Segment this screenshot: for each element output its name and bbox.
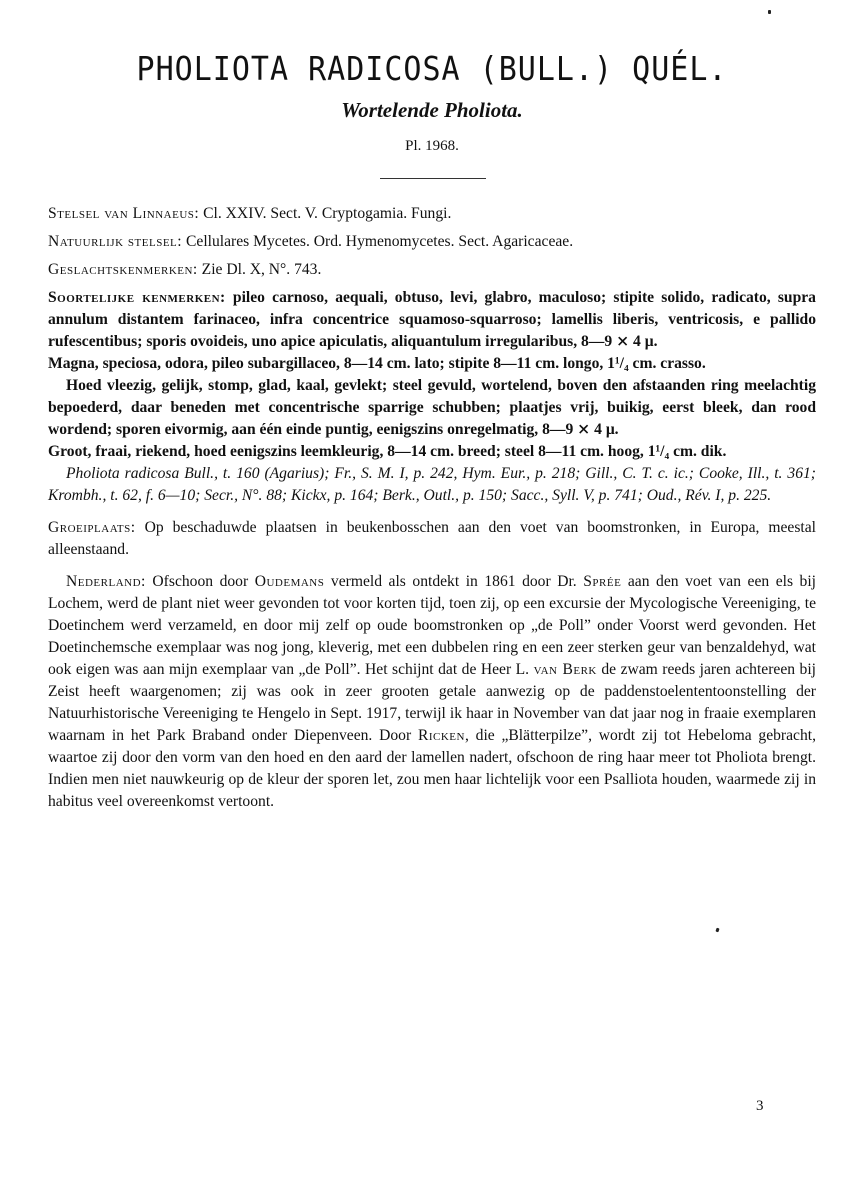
species-dutch-size: Groot, fraai, riekend, hoed eenigszins leemkleurig, 8—14 cm. breed; steel 8—11 cm. hoog, 1¹/₄ cm. dik. bbox=[48, 443, 727, 460]
netherlands-paragraph bbox=[48, 571, 816, 813]
linnaeus-line bbox=[48, 203, 816, 225]
title-divider bbox=[380, 178, 486, 179]
plate-number: Pl. 1968. bbox=[405, 138, 459, 154]
species-dutch-description: Hoed vleezig, gelijk, stomp, glad, kaal, gevlekt; steel gevuld, wortelend, boven den afstaanden ring meelachtig bepoederd, daar beneden met concentrische sparrige schubben; plaatjes vrij, buikig, eerst bleek, dan rood wordend; sporen eivormig, aan één einde puntig, eenigszins onregelmatig, 8—9 ⨯ 4 μ. bbox=[48, 377, 816, 438]
species-latin-description: pileo carnoso, aequali, obtuso, levi, glabro, maculoso; stipite solido, radicato, supra annulum distantem farinaceo, infra concentrice squamoso-squarroso; lamellis liberis, ventricosis, e pallido rufescentibus; sporis ovoideis, uno apice apiculatis, aliquantulum irregularibus, 8—9 ⨯ 4 μ. bbox=[48, 289, 816, 350]
genus-value: Zie Dl. X, N°. 743. bbox=[201, 261, 322, 278]
page-title: PHOLIOTA RADICOSA (BULL.) QUÉL. bbox=[136, 50, 728, 89]
netherlands-label: Nederland: bbox=[66, 573, 146, 590]
natural-system-label: Natuurlijk stelsel: bbox=[48, 233, 183, 250]
natural-system-value: Cellulares Mycetes. Ord. Hymenomycetes. Sect. Agaricaceae. bbox=[186, 233, 574, 250]
genus-label: Geslachtskenmerken: bbox=[48, 261, 198, 278]
genus-line bbox=[48, 259, 816, 281]
linnaeus-value: Cl. XXIV. Sect. V. Cryptogamia. Fungi. bbox=[203, 205, 452, 222]
linnaeus-label: Stelsel van Linnaeus: bbox=[48, 205, 200, 222]
species-latin-paragraph bbox=[48, 287, 816, 353]
page-number: 3 bbox=[756, 1098, 764, 1114]
natural-system-line bbox=[48, 231, 816, 253]
netherlands-text-3: aan den voet van een els bij Lochem, werd de plant niet weer gevonden tot voor korten tijd, toen zij, op een excursie der Mycologische Vereeniging, te Doetinchem werd verzameld, en door mij zelf op oude boomstronken op „de Poll” onder Voorst werd gevonden. Het Doetinchemsche exemplaar was nog jong, kleverig, met een dubbelen ring en een zeer sterken geur van benzaldehyd, wat ook eigen was aan mijn exemplaar van „de Poll”. Het schijnt dat de Heer L. bbox=[48, 573, 817, 678]
name-van-berk: van Berk bbox=[533, 661, 597, 678]
print-speck bbox=[768, 10, 771, 14]
netherlands-text-5: , die „Blätterpilze”, wordt zij tot Hebeloma gebracht, waartoe zij door den vorm van den hoed en den aard der lamellen nadert, ofschoon de ring haar meer tot Pholiota brengt. Indien men niet nauwkeurig op de kleur der sporen let, zou men haar lichtelijk voor een Psalliota houden, waarmede zij in habitus veel overeenkomst vertoont. bbox=[48, 727, 816, 810]
netherlands-text-2: vermeld als ontdekt in 1861 door Dr. bbox=[330, 573, 577, 590]
species-references: Pholiota radicosa Bull., t. 160 (Agarius); Fr., S. M. I, p. 242, Hym. Eur., p. 218; Gill., C. T. c. ic.; Cooke, Ill., t. 361; Krombh., t. 62, f. 6—10; Secr., N°. 88; Kickx, p. 164; Berk., Outl., p. 150; Sacc., Syll. V, p. 741; Oud., Rév. I, p. 225. bbox=[48, 465, 816, 504]
name-ricken: Ricken bbox=[417, 727, 465, 744]
name-spree: Sprée bbox=[583, 573, 622, 590]
habitat-paragraph bbox=[48, 517, 816, 561]
document-page bbox=[48, 0, 816, 1200]
netherlands-text-1: Ofschoon door bbox=[152, 573, 249, 590]
species-latin-size: Magna, speciosa, odora, pileo subargillaceo, 8—14 cm. lato; stipite 8—11 cm. longo, 1¹/₄ cm. crasso. bbox=[48, 355, 706, 372]
body-text bbox=[48, 203, 816, 813]
habitat-label: Groeiplaats: bbox=[48, 519, 136, 536]
netherlands-text-4: de zwam reeds jaren achtereen bij Zeist heeft waargenomen; zij was ook in zeer grooten getale aanwezig op de paddenstoelententoonstelling der Natuurhistorische Vereeniging te Hengelo in Sept. 1917, terwijl ik haar in November van dat jaar nog in fraaie exemplaren waarnam in het Park Braband onder Diepenveen. Door bbox=[48, 661, 817, 744]
name-oudemans: Oudemans bbox=[254, 573, 325, 590]
page-subtitle: Wortelende Pholiota. bbox=[341, 98, 523, 122]
habitat-text: Op beschaduwde plaatsen in beukenbosschen aan den voet van boomstronken, in Europa, meestal alleenstaand. bbox=[48, 519, 816, 558]
species-label: Soortelijke kenmerken: bbox=[48, 289, 226, 306]
